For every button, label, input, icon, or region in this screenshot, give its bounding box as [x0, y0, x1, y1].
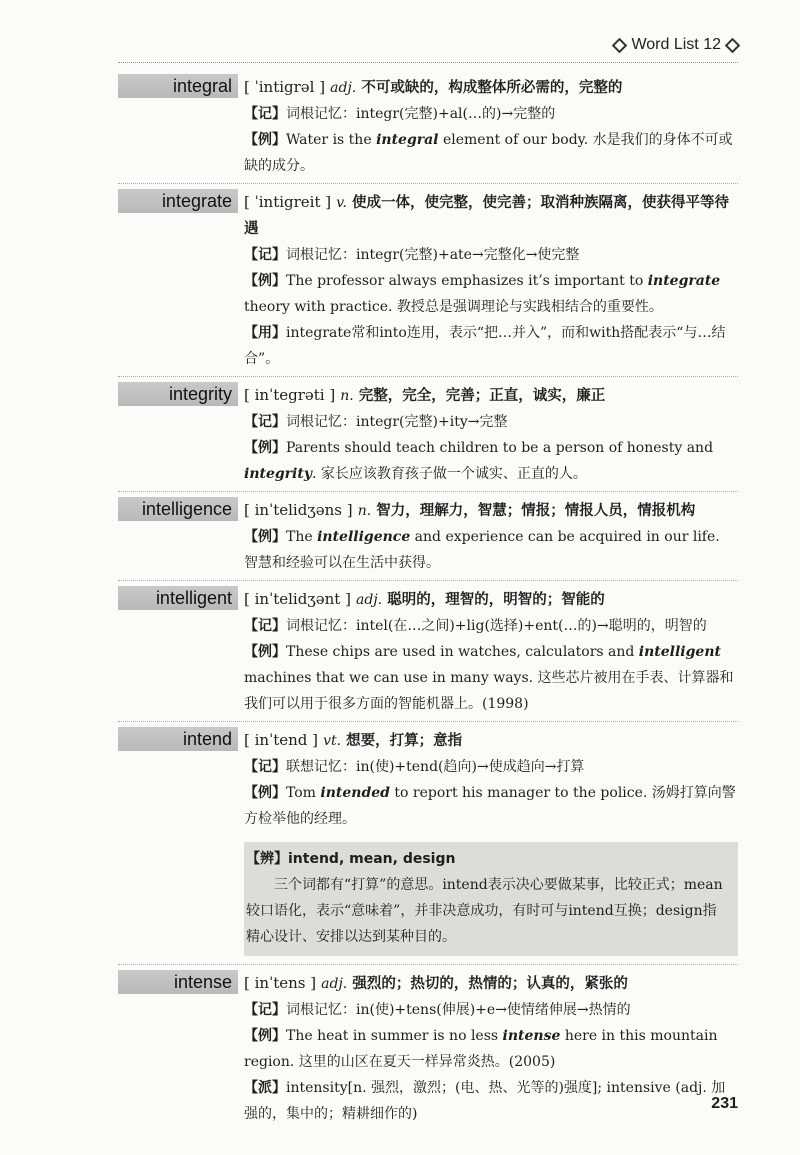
example-text: Tom [286, 785, 321, 801]
example-keyword: integrity [244, 466, 312, 482]
example-text: Water is the [286, 132, 377, 148]
meaning: 强烈的；热切的，热情的；认真的，紧张的 [352, 976, 628, 992]
entry-line [244, 1023, 738, 1075]
usage-note-words: intend, mean, design [288, 851, 456, 867]
entry-line [244, 320, 738, 372]
pronunciation: [ inˈtend ] [244, 731, 318, 749]
part-of-speech: n. [340, 388, 354, 404]
definition [238, 586, 738, 613]
definition [238, 970, 738, 997]
line-tag: 【记】 [244, 106, 286, 122]
line-tag: 【例】 [244, 273, 286, 289]
meaning: 聪明的，理智的，明智的；智能的 [387, 592, 605, 608]
meaning: 完整，完全，完善；正直，诚实，廉正 [358, 388, 606, 404]
entry-line [244, 613, 738, 639]
part-of-speech: v. [336, 195, 347, 211]
part-of-speech: vt. [323, 733, 342, 749]
line-text: integrate常和into连用，表示“把…并入”，而和with搭配表示“与…结合”。 [244, 325, 726, 367]
line-tag: 【例】 [244, 440, 286, 456]
entry-line [244, 242, 738, 268]
meaning: 智力，理解力，智慧；情报；情报人员，情报机构 [376, 503, 696, 519]
entry-headline [118, 586, 738, 613]
entry-line [244, 754, 738, 780]
example-keyword: intense [502, 1028, 561, 1044]
part-of-speech: n. [357, 503, 372, 519]
entry-line [244, 409, 738, 435]
entry-headline [118, 382, 738, 409]
line-tag: 【例】 [244, 644, 286, 660]
example-text: The [286, 529, 318, 545]
part-of-speech: adj. [356, 592, 383, 608]
line-tag: 【记】 [244, 1002, 286, 1018]
example-text: The professor always emphasizes it’s important to [286, 273, 648, 289]
example-text: . 家长应该教育孩子做一个诚实、正直的人。 [311, 466, 587, 482]
diamond-icon [725, 37, 741, 53]
entry-divider [118, 580, 738, 581]
entry-line [244, 435, 738, 487]
line-tag: 【派】 [244, 1080, 286, 1096]
definition [238, 382, 738, 409]
entry-line [244, 639, 738, 717]
word-entry [118, 183, 738, 372]
word-entry [118, 491, 738, 576]
pronunciation: [ ˈintigrəl ] [244, 78, 326, 96]
entry-headline [118, 497, 738, 524]
line-text: 词根记忆：intel(在…之间)+lig(选择)+ent(…的)→聪明的，明智的 [286, 618, 707, 634]
line-tag: 【记】 [244, 759, 286, 775]
example-text: here in this mountain region. 这里的山区在夏天一样异常炎热。(2005) [244, 1028, 718, 1070]
entry-line [244, 127, 738, 179]
line-tag: 【例】 [244, 785, 286, 801]
page-number: 231 [711, 1095, 738, 1112]
diamond-icon [612, 37, 628, 53]
pronunciation: [ inˈtens ] [244, 974, 317, 992]
pronunciation: [ ˈintigreit ] [244, 193, 332, 211]
word-entry [118, 721, 738, 956]
headword: intelligent [118, 586, 238, 610]
word-entry [118, 580, 738, 717]
example-text: machines that we can use in many ways. 这些芯片被用在手表、计算器和我们可以用于很多方面的智能机器上。(1998) [244, 670, 734, 712]
line-text: 词根记忆：integr(完整)+ate→完整化→使完整 [286, 247, 580, 263]
example-keyword: integral [376, 132, 439, 148]
line-tag: 【记】 [244, 414, 286, 430]
entry-headline [118, 74, 738, 101]
headword: intelligence [118, 497, 238, 521]
example-text: Parents should teach children to be a person of honesty and [286, 440, 714, 456]
line-tag: 【例】 [244, 132, 286, 148]
entry-divider [118, 183, 738, 184]
pronunciation: [ inˈtelidʒəns ] [244, 501, 353, 519]
entry-line [244, 997, 738, 1023]
example-keyword: intelligent [638, 644, 721, 660]
example-text: element of our body. 水是我们的身体不可或缺的成分。 [244, 132, 733, 174]
line-tag: 【记】 [244, 247, 286, 263]
definition [238, 74, 738, 101]
meaning: 使成一体，使完整，使完善；取消种族隔离，使获得平等待遇 [244, 195, 729, 237]
line-tag: 【用】 [244, 325, 286, 341]
word-entry [118, 376, 738, 487]
headword: integrate [118, 189, 238, 213]
entry-line [244, 780, 738, 832]
headword: integral [118, 74, 238, 98]
line-text: 词根记忆：in(使)+tens(伸展)+e→使情绪伸展→热情的 [286, 1002, 631, 1018]
word-list [118, 74, 738, 1131]
line-text: 联想记忆：in(使)+tend(趋向)→使成趋向→打算 [286, 759, 585, 775]
example-keyword: intelligence [317, 529, 411, 545]
headword: intend [118, 727, 238, 751]
entry-divider [118, 721, 738, 722]
line-tag: 【记】 [244, 618, 286, 634]
example-keyword: intended [320, 785, 390, 801]
example-text: The heat in summer is no less [286, 1028, 503, 1044]
entry-line [244, 1075, 738, 1127]
definition [238, 497, 738, 524]
usage-note-title [246, 846, 730, 872]
entry-line [244, 101, 738, 127]
line-text: 词根记忆：integr(完整)+ity→完整 [286, 414, 508, 430]
word-entry [118, 74, 738, 179]
entry-divider [118, 964, 738, 965]
headword: intense [118, 970, 238, 994]
example-text: These chips are used in watches, calculators and [286, 644, 639, 660]
header-title: Word List 12 [631, 36, 721, 53]
entry-headline [118, 189, 738, 242]
headword: integrity [118, 382, 238, 406]
pronunciation: [ inˈtelidʒənt ] [244, 590, 351, 608]
entry-line [244, 524, 738, 576]
entry-divider [118, 376, 738, 377]
usage-note-tag: 【辨】 [246, 851, 288, 867]
line-text: intensity[n. 强烈，激烈；(电、热、光等的)强度]; intensive (adj. 加强的，集中的；精耕细作的) [244, 1080, 726, 1122]
usage-note-box [244, 842, 738, 956]
definition [238, 189, 738, 242]
example-text: to report his manager to the police. 汤姆打算向警方检举他的经理。 [244, 785, 736, 827]
pronunciation: [ inˈtegrəti ] [244, 386, 336, 404]
page-header [614, 36, 738, 54]
line-tag: 【例】 [244, 529, 286, 545]
example-keyword: integrate [647, 273, 721, 289]
example-text: and experience can be acquired in our life. 智慧和经验可以在生活中获得。 [244, 529, 720, 571]
part-of-speech: adj. [330, 80, 357, 96]
line-tag: 【例】 [244, 1028, 286, 1044]
definition [238, 727, 738, 754]
line-text: 词根记忆：integr(完整)+al(…的)→完整的 [286, 106, 556, 122]
meaning: 不可或缺的，构成整体所必需的，完整的 [361, 80, 623, 96]
entry-headline [118, 727, 738, 754]
entry-headline [118, 970, 738, 997]
word-entry [118, 964, 738, 1127]
entry-line [244, 268, 738, 320]
meaning: 想要，打算；意指 [346, 733, 463, 749]
example-text: theory with practice. 教授总是强调理论与实践相结合的重要性。 [244, 299, 663, 315]
entry-divider [118, 491, 738, 492]
part-of-speech: adj. [321, 976, 348, 992]
usage-note-text: 三个词都有“打算”的意思。intend表示决心要做某事，比较正式；mean较口语化，表示“意味着”，并非决意成功，有时可与intend互换；design指精心设计、安排以达到某种目的。 [246, 877, 723, 945]
header-divider [118, 62, 738, 63]
